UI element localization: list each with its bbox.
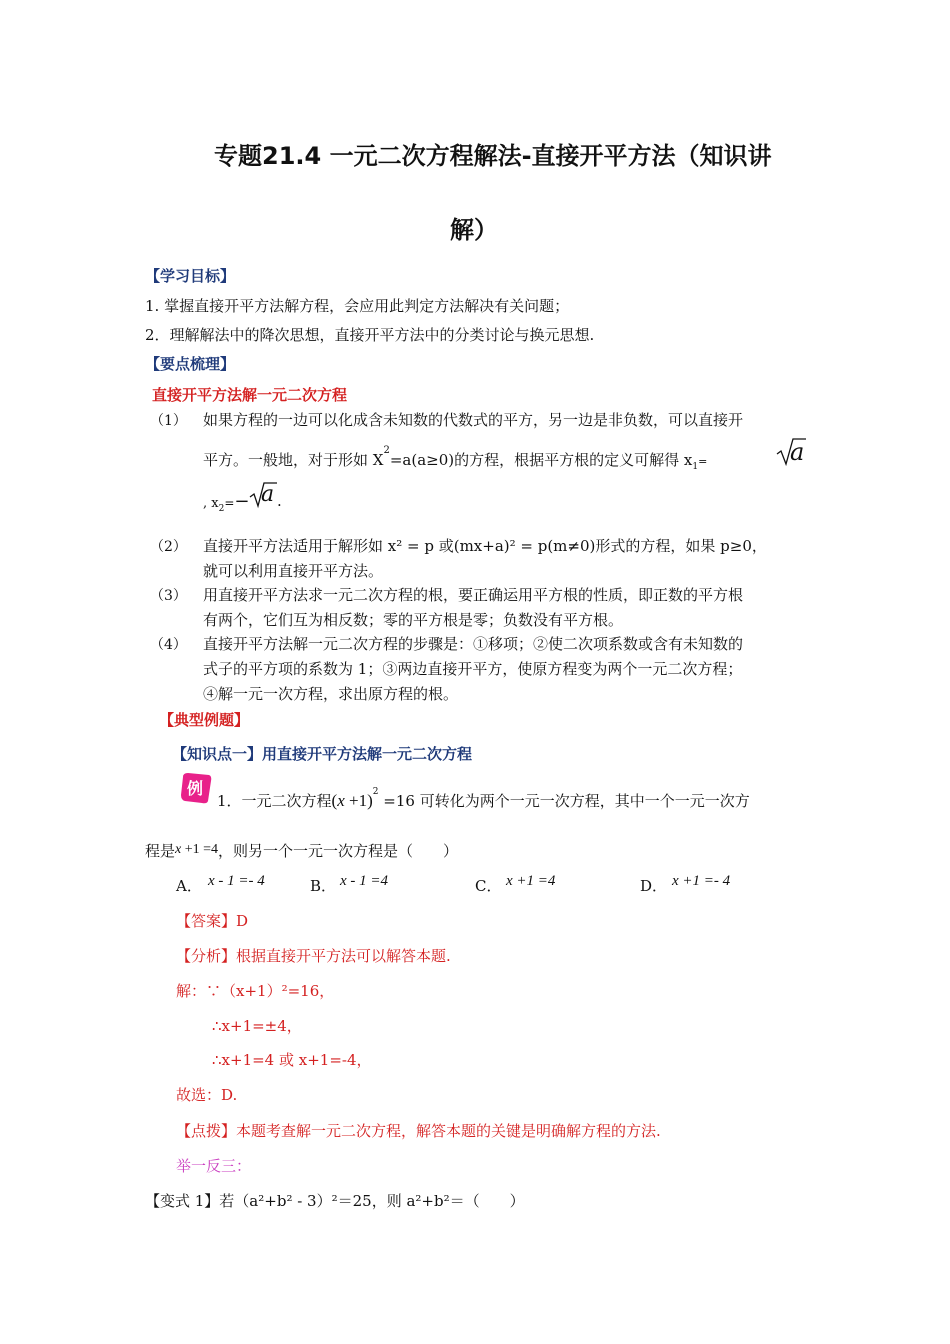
point-3-number: （3） xyxy=(150,588,187,604)
solution-line-3: ∴x+1=4 或 x+1=-4， xyxy=(212,1051,372,1069)
solution-line-1: 解：∵（x+1）²=16， xyxy=(176,982,335,1000)
page-title-line1: 专题21.4 一元二次方程解法-直接开平方法（知识讲 xyxy=(214,142,772,170)
point-1-line2: 平方。一般地，对于形如 $X^2=a(a\ge 0)$的方程，根据平方根的定义可解得 $x_1=$ xyxy=(203,445,708,472)
point-4-number: （4） xyxy=(150,637,187,653)
point-1-line1: 如果方程的一边可以化成含未知数的代数式的平方，另一边是非负数，可以直接开 xyxy=(203,411,744,429)
points-subheading: 直接开平方法解一元二次方程 xyxy=(152,386,348,404)
section-goals-heading: 【学习目标】 xyxy=(145,267,236,285)
answer-line: 【答案】D xyxy=(176,912,249,930)
option-b-text: x - 1 =4 xyxy=(340,873,389,889)
point-2-line2: 就可以利用直接开平方法。 xyxy=(203,562,384,580)
example-1-line1: 1．一元二次方程$(x +1)^2 =16$ 可转化为两个一元一次方程，其中一个一元一次方 xyxy=(217,787,750,810)
point-2-number: （2） xyxy=(150,539,187,555)
option-c[interactable]: C． xyxy=(475,877,502,895)
point-3-line1: 用直接开平方法求一元二次方程的根，要正确运用平方根的性质，即正数的平方根 xyxy=(203,586,744,604)
section-examples-heading: 【典型例题】 xyxy=(159,711,250,729)
tip-line: 【点拨】本题考查解一元二次方程，解答本题的关键是明确解方程的方法. xyxy=(176,1122,661,1140)
point-1-line3: , $x_2=-$ xyxy=(203,491,250,514)
example-1-line2: 程是x +1 =4，则另一个一元一次方程是（ ） xyxy=(145,842,459,860)
knowledge-point-1-heading: 【知识点一】用直接开平方法解一元二次方程 xyxy=(172,745,473,763)
point-1-period: . xyxy=(277,492,282,510)
badge-label: 例 xyxy=(187,779,204,798)
goal-item-2: 2．理解解法中的降次思想，直接开平方法中的分类讨论与换元思想. xyxy=(145,326,595,344)
sqrt-a-2: a xyxy=(249,480,277,510)
goal-item-1: 1. 掌握直接开平方法解方程，会应用此判定方法解决有关问题； xyxy=(145,297,570,315)
point-3-line2: 有两个，它们互为相反数；零的平方根是零；负数没有平方根。 xyxy=(203,611,624,629)
point-4-line1: 直接开平方法解一元二次方程的步骤是：①移项；②使二次项系数或含有未知数的 xyxy=(203,635,744,653)
option-d-text: x +1 =- 4 xyxy=(672,873,731,889)
point-2-line1: 直接开平方法适用于解形如 x² = p 或(mx+a)² = p(m≠0)形式的方程，如果 p≥0， xyxy=(203,537,767,555)
option-c-text: x +1 =4 xyxy=(506,873,556,889)
point-4-line2: 式子的平方项的系数为 1；③两边直接开平方，使原方程变为两个一元二次方程； xyxy=(203,660,743,678)
example-badge-icon xyxy=(179,771,213,805)
page-title-line2: 解） xyxy=(450,216,498,244)
option-a[interactable]: A． xyxy=(176,877,202,895)
point-4-line3: ④解一元一次方程，求出原方程的根。 xyxy=(203,685,459,703)
solution-line-2: ∴x+1=±4， xyxy=(212,1017,302,1035)
option-d[interactable]: D． xyxy=(640,877,668,895)
option-a-text: x - 1 =- 4 xyxy=(208,873,265,889)
section-points-heading: 【要点梳理】 xyxy=(145,355,236,373)
sqrt-a-1: a xyxy=(776,436,806,468)
follow-up-heading: 举一反三： xyxy=(176,1157,252,1175)
analysis-line: 【分析】根据直接开平方法可以解答本题. xyxy=(176,947,451,965)
solution-line-4: 故选：D. xyxy=(176,1086,238,1104)
option-b[interactable]: B． xyxy=(310,877,337,895)
variant-1-question: 【变式 1】若（a²+b² - 3）²＝25，则 a²+b²＝（ ） xyxy=(145,1192,525,1210)
point-1-number: （1） xyxy=(150,413,187,429)
